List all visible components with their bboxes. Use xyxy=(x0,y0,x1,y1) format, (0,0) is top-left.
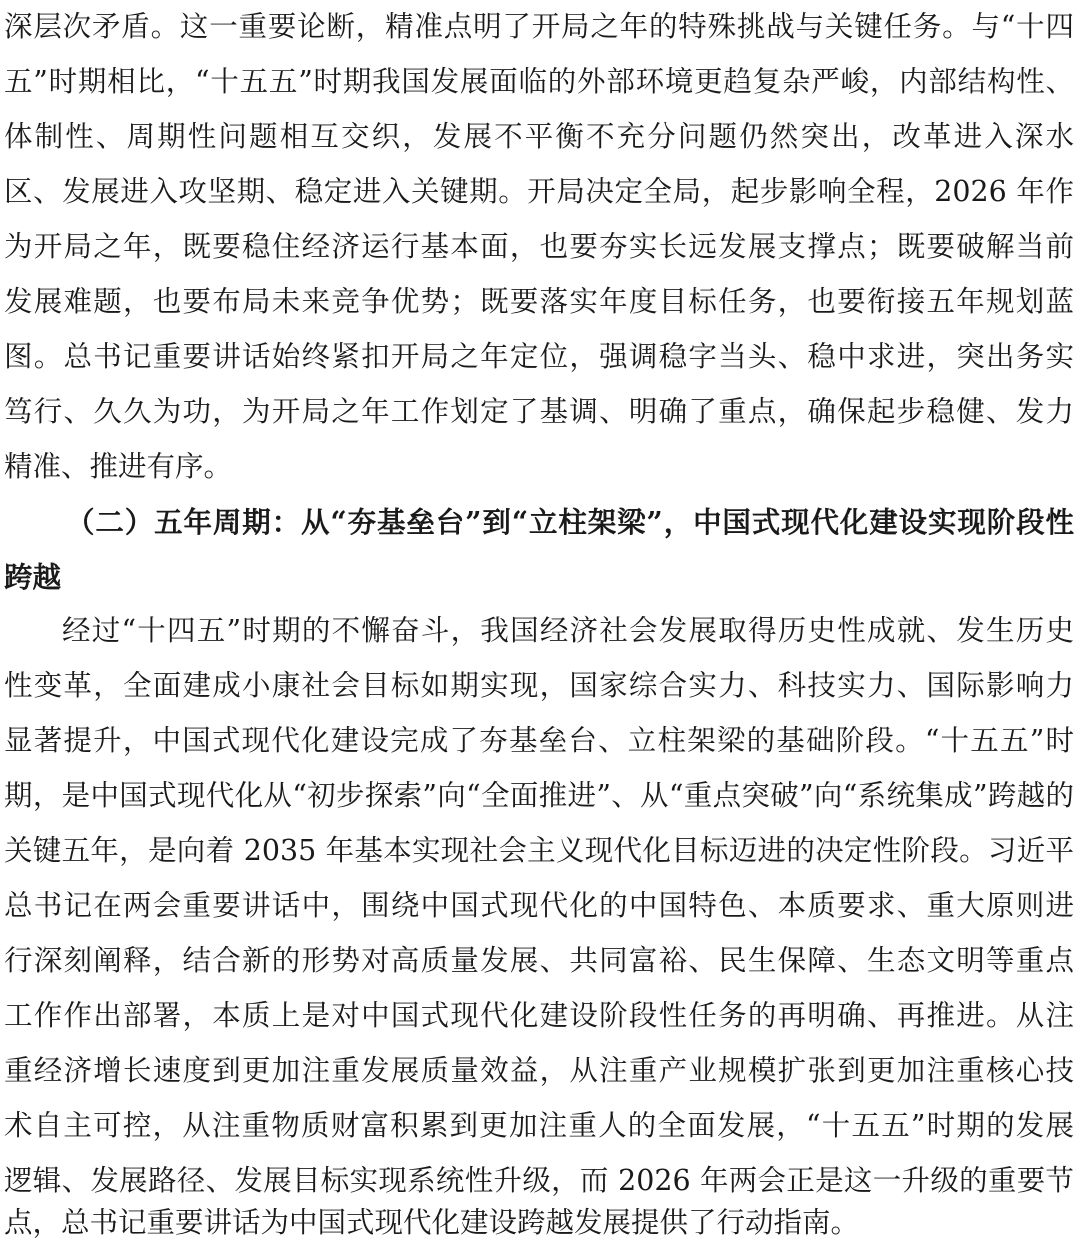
paragraph-line: 深层次矛盾。这一重要论断，精准点明了开局之年的特殊挑战与关键任务。与“十四 xyxy=(4,10,1074,43)
section-heading-line: （二）五年周期：从“夯基垒台”到“立柱架梁”，中国式现代化建设实现阶段性 xyxy=(66,505,1074,539)
paragraph-line: 笃行、久久为功，为开局之年工作划定了基调、明确了重点，确保起步稳健、发力 xyxy=(4,395,1074,428)
paragraph-line: 总书记在两会重要讲话中，围绕中国式现代化的中国特色、本质要求、重大原则进 xyxy=(4,889,1074,922)
paragraph-line: 期，是中国式现代化从“初步探索”向“全面推进”、从“重点突破”向“系统集成”跨越的 xyxy=(4,779,1074,812)
paragraph-line: 为开局之年，既要稳住经济运行基本面，也要夯实长远发展支撑点；既要破解当前 xyxy=(4,230,1074,263)
paragraph-line: 术自主可控，从注重物质财富积累到更加注重人的全面发展，“十五五”时期的发展 xyxy=(4,1109,1074,1142)
paragraph-line: 工作作出部署，本质上是对中国式现代化建设阶段性任务的再明确、再推进。从注 xyxy=(4,999,1074,1032)
paragraph-line: 体制性、周期性问题相互交织，发展不平衡不充分问题仍然突出，改革进入深水 xyxy=(4,120,1074,153)
paragraph-line: 发展难题，也要布局未来竞争优势；既要落实年度目标任务，也要衔接五年规划蓝 xyxy=(4,285,1074,318)
paragraph-line: 显著提升，中国式现代化建设完成了夯基垒台、立柱架梁的基础阶段。“十五五”时 xyxy=(4,724,1074,757)
paragraph-line: 行深刻阐释，结合新的形势对高质量发展、共同富裕、民生保障、生态文明等重点 xyxy=(4,944,1074,977)
paragraph-line: 精准、推进有序。 xyxy=(4,450,233,483)
paragraph-line: 经过“十四五”时期的不懈奋斗，我国经济社会发展取得历史性成就、发生历史 xyxy=(62,614,1074,647)
paragraph-line: 逻辑、发展路径、发展目标实现系统性升级，而 2026 年两会正是这一升级的重要节 xyxy=(4,1164,1074,1197)
section-heading-line: 跨越 xyxy=(4,560,62,594)
paragraph-line: 关键五年，是向着 2035 年基本实现社会主义现代化目标迈进的决定性阶段。习近平 xyxy=(4,834,1074,867)
paragraph-line: 区、发展进入攻坚期、稳定进入关键期。开局决定全局，起步影响全程，2026 年作 xyxy=(4,175,1074,208)
paragraph-line: 重经济增长速度到更加注重发展质量效益，从注重产业规模扩张到更加注重核心技 xyxy=(4,1054,1074,1087)
paragraph-line: 五”时期相比，“十五五”时期我国发展面临的外部环境更趋复杂严峻，内部结构性、 xyxy=(4,65,1074,98)
paragraph-line: 图。总书记重要讲话始终紧扣开局之年定位，强调稳字当头、稳中求进，突出务实 xyxy=(4,340,1074,373)
paragraph-line: 点，总书记重要讲话为中国式现代化建设跨越发展提供了行动指南。 xyxy=(4,1206,860,1239)
paragraph-line: 性变革，全面建成小康社会目标如期实现，国家综合实力、科技实力、国际影响力 xyxy=(4,669,1074,702)
